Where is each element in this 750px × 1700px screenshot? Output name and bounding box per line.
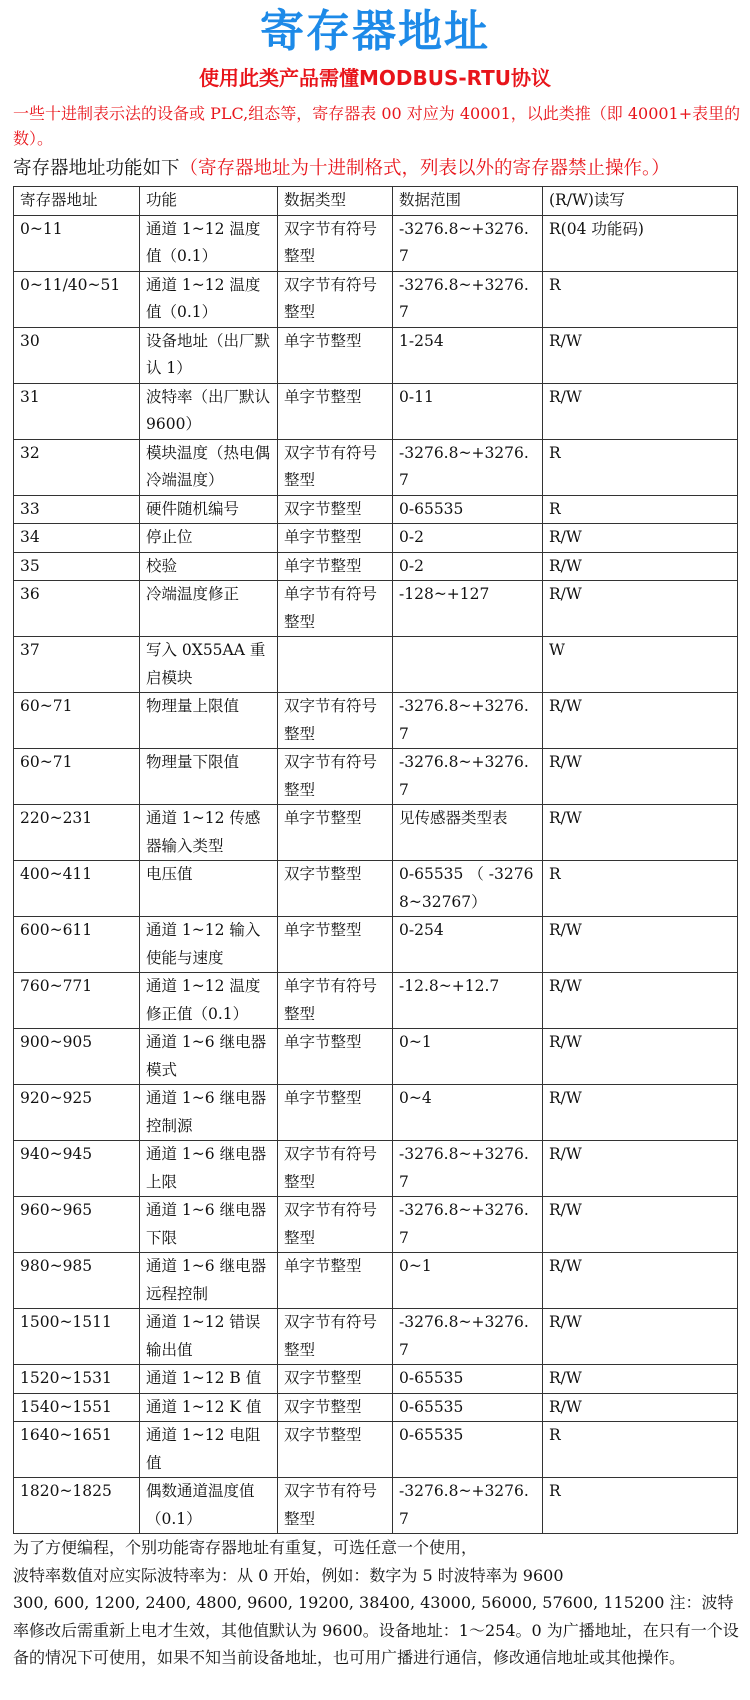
cell-data-type: 双字节有符号整型 xyxy=(278,1141,393,1197)
cell-read-write: R/W xyxy=(543,805,738,861)
cell-read-write: R xyxy=(543,1422,738,1478)
cell-function: 通道 1~6 继电器下限 xyxy=(140,1197,278,1253)
intro-text: 寄存器地址功能如下 xyxy=(13,158,180,179)
cell-function: 通道 1~12 电阻值 xyxy=(140,1422,278,1478)
cell-data-type: 单字节整型 xyxy=(278,524,393,553)
cell-function: 停止位 xyxy=(140,524,278,553)
table-row xyxy=(14,1393,738,1422)
cell-address: 35 xyxy=(14,552,140,581)
table-row xyxy=(14,1422,738,1478)
cell-read-write: R/W xyxy=(543,1393,738,1422)
cell-data-type: 单字节整型 xyxy=(278,1253,393,1309)
cell-read-write: R(04 功能码) xyxy=(543,215,738,271)
cell-data-range: 0-2 xyxy=(393,552,543,581)
cell-address: 760~771 xyxy=(14,973,140,1029)
cell-function: 通道 1~12 温度值（0.1） xyxy=(140,271,278,327)
cell-address: 31 xyxy=(14,383,140,439)
cell-data-type: 双字节有符号整型 xyxy=(278,1197,393,1253)
footer-notes xyxy=(13,1534,743,1672)
cell-function: 物理量下限值 xyxy=(140,749,278,805)
cell-data-range: 0-65535 xyxy=(393,1393,543,1422)
cell-data-range: 0-2 xyxy=(393,524,543,553)
cell-function: 波特率（出厂默认 9600） xyxy=(140,383,278,439)
cell-function: 冷端温度修正 xyxy=(140,581,278,637)
cell-address: 980~985 xyxy=(14,1253,140,1309)
table-row xyxy=(14,1141,738,1197)
cell-address: 940~945 xyxy=(14,1141,140,1197)
register-table-body xyxy=(14,187,738,1534)
table-row xyxy=(14,1253,738,1309)
cell-function: 通道 1~12 传感器输入类型 xyxy=(140,805,278,861)
cell-data-range: -3276.8~+3276.7 xyxy=(393,439,543,495)
table-row xyxy=(14,271,738,327)
cell-function: 通道 1~12 错误输出值 xyxy=(140,1309,278,1365)
table-row xyxy=(14,495,738,524)
cell-data-range: -3276.8~+3276.7 xyxy=(393,271,543,327)
table-row xyxy=(14,693,738,749)
cell-data-type: 双字节有符号整型 xyxy=(278,693,393,749)
cell-data-type: 双字节整型 xyxy=(278,1365,393,1394)
cell-data-range: 0-65535 xyxy=(393,495,543,524)
cell-read-write: R xyxy=(543,271,738,327)
table-row xyxy=(14,805,738,861)
cell-address: 0~11 xyxy=(14,215,140,271)
table-row xyxy=(14,1309,738,1365)
cell-data-range: 0-65535 xyxy=(393,1422,543,1478)
header-function: 功能 xyxy=(140,187,278,216)
cell-read-write: R xyxy=(543,495,738,524)
cell-read-write: R/W xyxy=(543,973,738,1029)
cell-data-type: 双字节整型 xyxy=(278,1393,393,1422)
cell-address: 1520~1531 xyxy=(14,1365,140,1394)
cell-data-range: 0-254 xyxy=(393,917,543,973)
cell-data-type: 双字节有符号整型 xyxy=(278,439,393,495)
cell-address: 37 xyxy=(14,637,140,693)
cell-address: 600~611 xyxy=(14,917,140,973)
cell-data-range: -3276.8~+3276.7 xyxy=(393,1141,543,1197)
cell-function: 通道 1~12 温度值（0.1） xyxy=(140,215,278,271)
plc-address-note: 一些十进制表示法的设备或 PLC,组态等，寄存器表 00 对应为 40001，以此类推（即 40001+表里的数）。 xyxy=(13,104,741,148)
cell-read-write: R/W xyxy=(543,524,738,553)
cell-function: 物理量上限值 xyxy=(140,693,278,749)
header-read-write: (R/W)读写 xyxy=(543,187,738,216)
table-row xyxy=(14,1478,738,1534)
cell-data-type: 单字节整型 xyxy=(278,552,393,581)
header-data-type: 数据类型 xyxy=(278,187,393,216)
cell-address: 1640~1651 xyxy=(14,1422,140,1478)
cell-data-type: 双字节整型 xyxy=(278,1422,393,1478)
cell-address: 60~71 xyxy=(14,749,140,805)
cell-data-type: 单字节有符号整型 xyxy=(278,581,393,637)
cell-address: 900~905 xyxy=(14,1029,140,1085)
cell-function: 通道 1~6 继电器上限 xyxy=(140,1141,278,1197)
cell-read-write: R xyxy=(543,861,738,917)
cell-data-range: -3276.8~+3276.7 xyxy=(393,693,543,749)
cell-data-type: 双字节整型 xyxy=(278,861,393,917)
cell-address: 32 xyxy=(14,439,140,495)
table-row xyxy=(14,581,738,637)
cell-read-write: W xyxy=(543,637,738,693)
cell-data-type: 双字节有符号整型 xyxy=(278,749,393,805)
table-row xyxy=(14,1029,738,1085)
page-title: 寄存器地址 xyxy=(260,6,490,57)
cell-function: 通道 1~12 输入使能与速度 xyxy=(140,917,278,973)
cell-read-write: R/W xyxy=(543,1197,738,1253)
cell-read-write: R/W xyxy=(543,1253,738,1309)
cell-data-type xyxy=(278,637,393,693)
cell-data-range: 0~1 xyxy=(393,1253,543,1309)
cell-data-type: 双字节有符号整型 xyxy=(278,1478,393,1534)
cell-function: 电压值 xyxy=(140,861,278,917)
cell-data-range: -12.8~+12.7 xyxy=(393,973,543,1029)
cell-data-type: 单字节整型 xyxy=(278,1085,393,1141)
table-row xyxy=(14,552,738,581)
footer-note-baud-values: 300, 600, 1200, 2400, 4800, 9600, 19200, 38400, 43000, 56000, 57600, 115200 注：波特率修改后需重新上电才生效，其他值默认为 9600。设备地址：1～254。0 为广播地址，在只有一个设备的情况下可使用，如果不知当前设备地址，也可用广播进行通信，修改通信地址或其他操作。 xyxy=(13,1593,739,1667)
cell-address: 1500~1511 xyxy=(14,1309,140,1365)
cell-read-write: R/W xyxy=(543,581,738,637)
cell-function: 设备地址（出厂默认 1） xyxy=(140,327,278,383)
table-row xyxy=(14,1197,738,1253)
cell-address: 33 xyxy=(14,495,140,524)
cell-data-type: 双字节有符号整型 xyxy=(278,1309,393,1365)
table-row xyxy=(14,973,738,1029)
table-row xyxy=(14,327,738,383)
cell-function: 偶数通道温度值（0.1） xyxy=(140,1478,278,1534)
table-intro xyxy=(13,156,743,182)
cell-address: 0~11/40~51 xyxy=(14,271,140,327)
table-row xyxy=(14,749,738,805)
cell-function: 通道 1~12 K 值 xyxy=(140,1393,278,1422)
cell-read-write: R/W xyxy=(543,1141,738,1197)
table-row xyxy=(14,637,738,693)
cell-data-range: 0-65535 （ -32768~32767） xyxy=(393,861,543,917)
header-address: 寄存器地址 xyxy=(14,187,140,216)
cell-address: 30 xyxy=(14,327,140,383)
cell-function: 校验 xyxy=(140,552,278,581)
cell-read-write: R/W xyxy=(543,693,738,749)
cell-function: 通道 1~12 B 值 xyxy=(140,1365,278,1394)
cell-address: 220~231 xyxy=(14,805,140,861)
cell-read-write: R/W xyxy=(543,552,738,581)
cell-function: 硬件随机编号 xyxy=(140,495,278,524)
cell-read-write: R/W xyxy=(543,917,738,973)
footer-note-baud: 波特率数值对应实际波特率为：从 0 开始，例如：数字为 5 时波特率为 9600 xyxy=(13,1565,564,1585)
cell-data-type: 双字节有符号整型 xyxy=(278,215,393,271)
cell-data-range: 0-65535 xyxy=(393,1365,543,1394)
cell-address: 60~71 xyxy=(14,693,140,749)
table-row xyxy=(14,1085,738,1141)
cell-read-write: R xyxy=(543,1478,738,1534)
cell-data-range: 0-11 xyxy=(393,383,543,439)
cell-function: 通道 1~12 温度修正值（0.1） xyxy=(140,973,278,1029)
cell-function: 模块温度（热电偶冷端温度） xyxy=(140,439,278,495)
cell-address: 920~925 xyxy=(14,1085,140,1141)
cell-data-range: 0~1 xyxy=(393,1029,543,1085)
cell-data-type: 单字节整型 xyxy=(278,383,393,439)
table-row xyxy=(14,861,738,917)
cell-read-write: R/W xyxy=(543,1085,738,1141)
table-row xyxy=(14,215,738,271)
cell-read-write: R/W xyxy=(543,1309,738,1365)
cell-data-range: 见传感器类型表 xyxy=(393,805,543,861)
cell-read-write: R/W xyxy=(543,1029,738,1085)
cell-function: 写入 0X55AA 重启模块 xyxy=(140,637,278,693)
cell-data-range: -3276.8~+3276.7 xyxy=(393,1478,543,1534)
cell-read-write: R/W xyxy=(543,1365,738,1394)
table-row xyxy=(14,383,738,439)
cell-read-write: R/W xyxy=(543,383,738,439)
cell-data-type: 单字节有符号整型 xyxy=(278,973,393,1029)
cell-data-range: -3276.8~+3276.7 xyxy=(393,1197,543,1253)
cell-read-write: R/W xyxy=(543,327,738,383)
cell-address: 36 xyxy=(14,581,140,637)
cell-data-type: 单字节整型 xyxy=(278,917,393,973)
cell-data-range: -3276.8~+3276.7 xyxy=(393,749,543,805)
cell-data-range xyxy=(393,637,543,693)
protocol-requirement: 使用此类产品需懂MODBUS-RTU协议 xyxy=(198,66,552,90)
intro-warning: （寄存器地址为十进制格式，列表以外的寄存器禁止操作。） xyxy=(179,158,670,179)
register-table xyxy=(13,186,738,1534)
cell-function: 通道 1~6 继电器控制源 xyxy=(140,1085,278,1141)
cell-address: 1820~1825 xyxy=(14,1478,140,1534)
cell-data-range: -3276.8~+3276.7 xyxy=(393,215,543,271)
table-row xyxy=(14,917,738,973)
cell-data-range: -3276.8~+3276.7 xyxy=(393,1309,543,1365)
cell-function: 通道 1~6 继电器模式 xyxy=(140,1029,278,1085)
table-row xyxy=(14,1365,738,1394)
cell-data-type: 单字节整型 xyxy=(278,805,393,861)
cell-data-type: 单字节整型 xyxy=(278,327,393,383)
table-row xyxy=(14,439,738,495)
cell-address: 400~411 xyxy=(14,861,140,917)
cell-address: 34 xyxy=(14,524,140,553)
header-data-range: 数据范围 xyxy=(393,187,543,216)
table-header-row xyxy=(14,187,738,216)
cell-data-type: 单字节整型 xyxy=(278,1029,393,1085)
footer-note-duplicate: 为了方便编程，个别功能寄存器地址有重复，可选任意一个使用， xyxy=(13,1538,478,1557)
cell-data-range: 1-254 xyxy=(393,327,543,383)
cell-function: 通道 1~6 继电器远程控制 xyxy=(140,1253,278,1309)
cell-address: 960~965 xyxy=(14,1197,140,1253)
cell-data-type: 双字节有符号整型 xyxy=(278,271,393,327)
cell-read-write: R xyxy=(543,439,738,495)
cell-address: 1540~1551 xyxy=(14,1393,140,1422)
cell-data-range: 0~4 xyxy=(393,1085,543,1141)
cell-data-type: 双字节整型 xyxy=(278,495,393,524)
cell-read-write: R/W xyxy=(543,749,738,805)
table-row xyxy=(14,524,738,553)
cell-data-range: -128~+127 xyxy=(393,581,543,637)
